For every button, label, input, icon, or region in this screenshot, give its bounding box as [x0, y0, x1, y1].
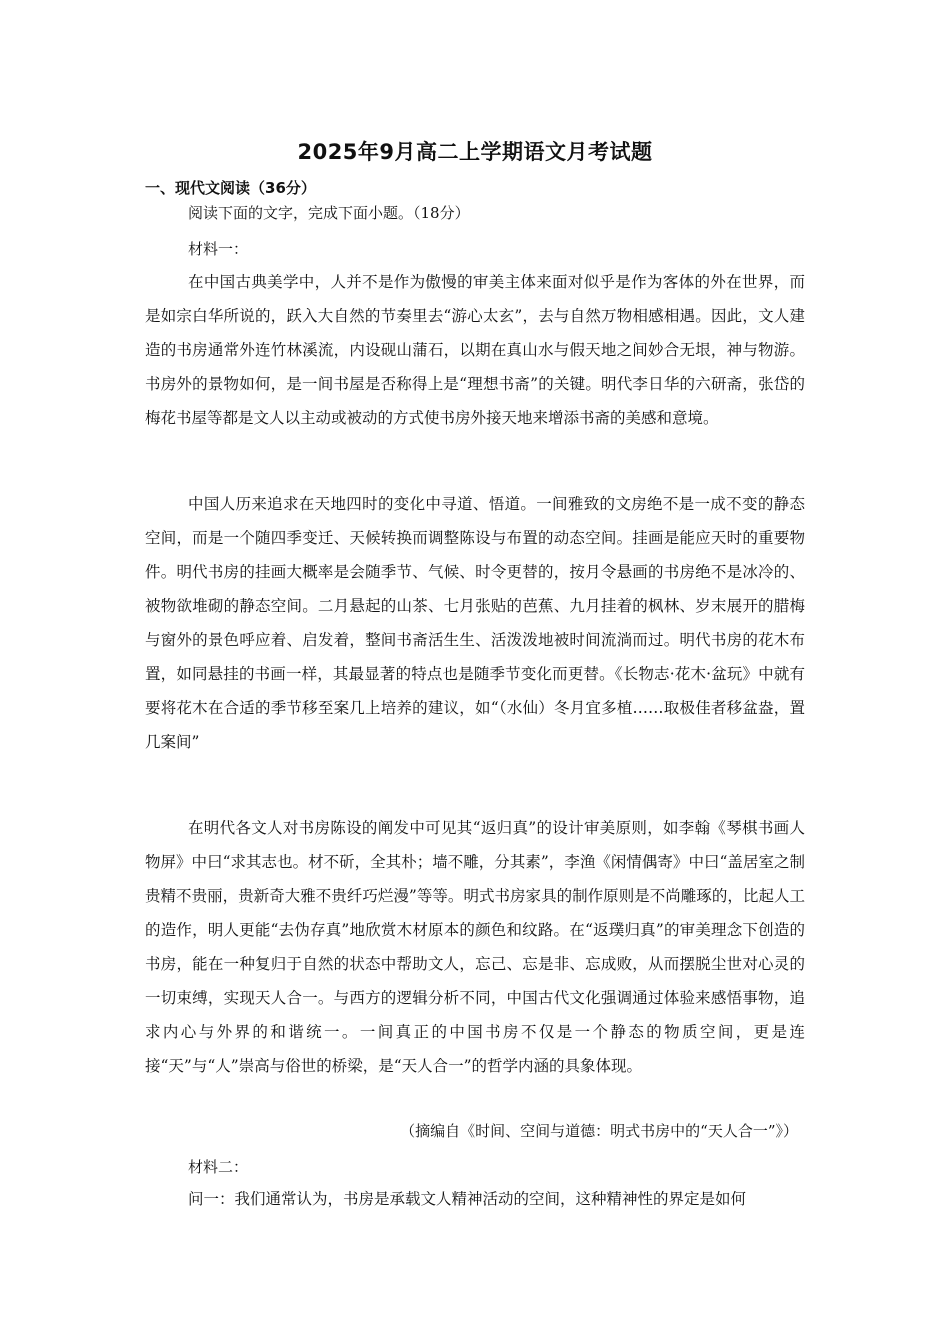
material-one-paragraph-3: 在明代各文人对书房陈设的阐发中可见其“返归真”的设计审美原则，如李翰《琴棋书画人物屏》中曰“求其志也。材不斫，全其朴；墙不雕，分其素”，李渔《闲情偶寄》中曰“盖居室之制贵精不贵丽，贵新奇大雅不贵纤巧烂漫”等等。明式书房家具的制作原则是不尚雕琢的，比起人工的造作，明人更能“去伪存真”地欣赏木材原本的颜色和纹路。在“返璞归真”的审美理念下创造的书房，能在一种复归于自然的状态中帮助文人，忘己、忘是非、忘成败，从而摆脱尘世对心灵的一切束缚，实现天人合一。与西方的逻辑分析不同，中国古代文化强调通过体验来感悟事物，追求内心与外界的和谐统一。一间真正的中国书房不仅是一个静态的物质空间，更是连接“天”与“人”崇高与俗世的桥梁，是“天人合一”的哲学内涵的具象体现。 — [145, 819, 805, 1075]
material-one-label: 材料一： — [188, 240, 249, 258]
material-one-paragraph-2: 中国人历来追求在天地四时的变化中寻道、悟道。一间雅致的文房绝不是一成不变的静态空间，而是一个随四季变迁、天候转换而调整陈设与布置的动态空间。挂画是能应天时的重要物件。明代书房的挂画大概率是会随季节、气候、时令更替的，按月令悬画的书房绝不是冰冷的、被物欲堆砌的静态空间。二月悬起的山茶、七月张贴的芭蕉、九月挂着的枫林、岁末展开的腊梅与窗外的景色呼应着、启发着，整间书斋活生生、活泼泼地被时间流淌而过。明代书房的花木布置，如同悬挂的书画一样，其最显著的特点也是随季节变化而更替。《长物志·花木·盆玩》中就有要将花木在合适的季节移至案几上培养的建议，如“（水仙）冬月宜多植……取极佳者移盆盎，置几案间” — [145, 495, 805, 751]
material-two-paragraph-1: 问一：我们通常认为，书房是承载文人精神活动的空间，这种精神性的界定是如何 — [188, 1190, 747, 1208]
material-one-paragraph-1: 在中国古典美学中，人并不是作为傲慢的审美主体来面对似乎是作为客体的外在世界，而是如宗白华所说的，跃入大自然的节奏里去“游心太玄”，去与自然万物相感相遇。因此，文人建造的书房通常外连竹林溪流，内设砚山蒲石，以期在真山水与假天地之间妙合无垠，神与物游。书房外的景物如何，是一间书屋是否称得上是“理想书斋”的关键。明代李日华的六研斋，张岱的梅花书屋等都是文人以主动或被动的方式使书房外接天地来增添书斋的美感和意境。 — [145, 273, 805, 427]
material-one-source: （摘编自《时间、空间与道德：明式书房中的“天人合一”》） — [400, 1122, 798, 1140]
document-title: 2025年9月高二上学期语文月考试题 — [297, 140, 653, 164]
section-heading: 一、现代文阅读（36分） — [145, 179, 316, 197]
reading-instruction: 阅读下面的文字，完成下面小题。（18分） — [188, 204, 470, 222]
material-two-label: 材料二： — [188, 1158, 249, 1176]
